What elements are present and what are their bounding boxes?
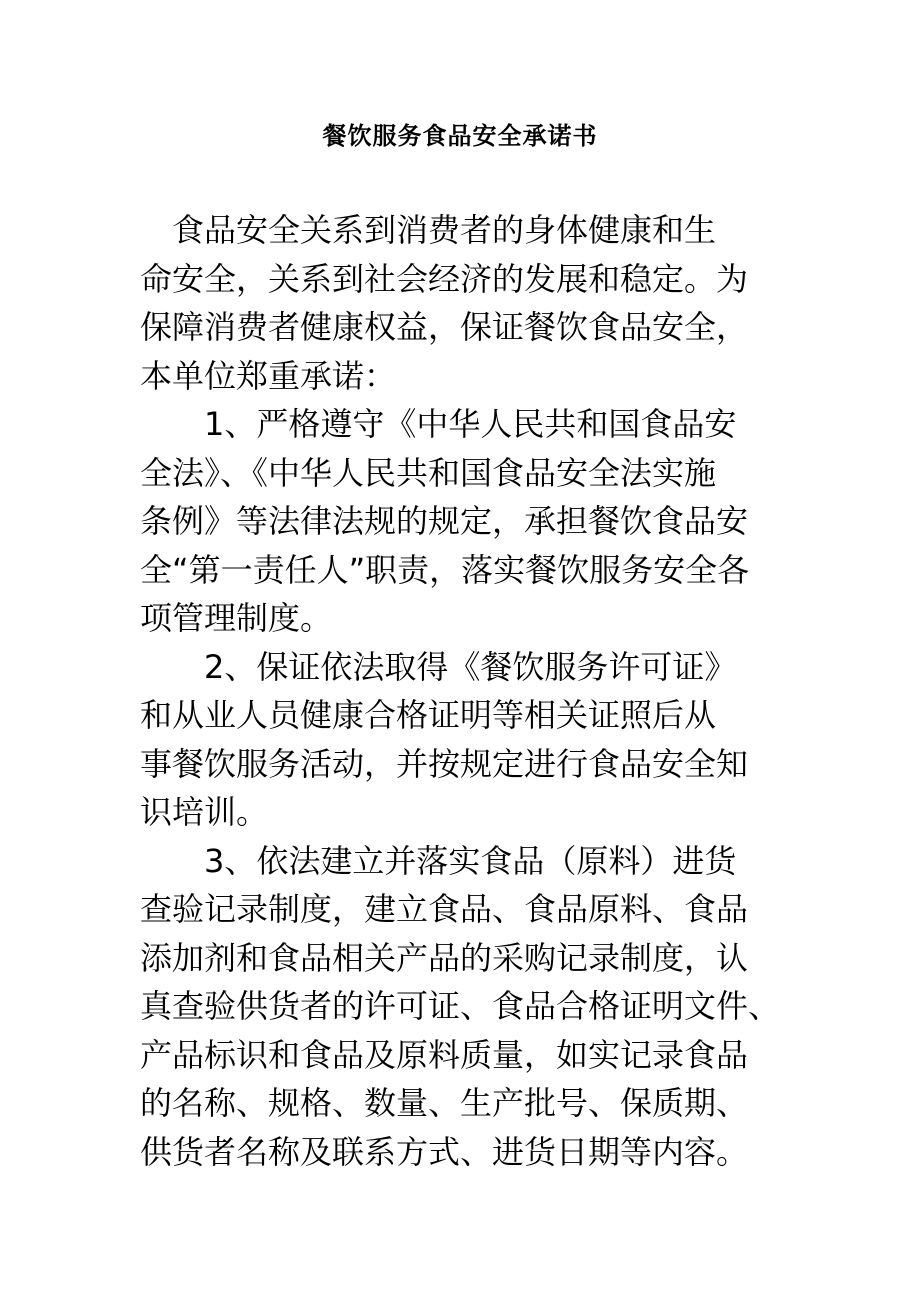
body-line: 真查验供货者的许可证、食品合格证明文件、: [140, 987, 781, 1025]
body-line: 命安全，关系到社会经济的发展和稳定。为: [140, 259, 749, 298]
document-body: [140, 206, 780, 1176]
body-line: 添加剂和食品相关产品的采购记录制度，认: [140, 938, 749, 977]
body-line: 条例》等法律法规的规定，承担餐饮食品安: [140, 502, 749, 540]
body-line: 1、严格遵守《中华人民共和国食品安: [140, 405, 737, 443]
body-line: 和从业人员健康合格证明等相关证照后从: [140, 696, 717, 734]
body-line: 项管理制度。: [140, 599, 333, 637]
body-line: 食品安全关系到消费者的身体健康和生: [140, 211, 717, 249]
body-line: 识培训。: [140, 793, 269, 831]
body-line: 的名称、规格、数量、生产批号、保质期、: [140, 1084, 749, 1122]
body-line: 3、依法建立并落实食品（原料）进货: [140, 841, 737, 880]
body-line: 全“第一责任人”职责，落实餐饮服务安全各: [140, 550, 750, 589]
body-line: 全法》、《中华人民共和国食品安全法实施: [140, 453, 717, 492]
body-line: 产品标识和食品及原料质量，如实记录食品: [140, 1035, 749, 1074]
body-line: 查验记录制度，建立食品、食品原料、食品: [140, 890, 749, 928]
body-line: 本单位郑重承诺：: [140, 356, 397, 395]
body-line: 供货者名称及联系方式、进货日期等内容。: [140, 1132, 749, 1171]
body-line: 事餐饮服务活动，并按规定进行食品安全知: [140, 744, 749, 783]
body-line: 保障消费者健康权益，保证餐饮食品安全，: [140, 308, 749, 346]
document-title: 餐饮服务食品安全承诺书: [322, 122, 598, 150]
body-line: 2、保证依法取得《餐饮服务许可证》: [140, 647, 737, 686]
